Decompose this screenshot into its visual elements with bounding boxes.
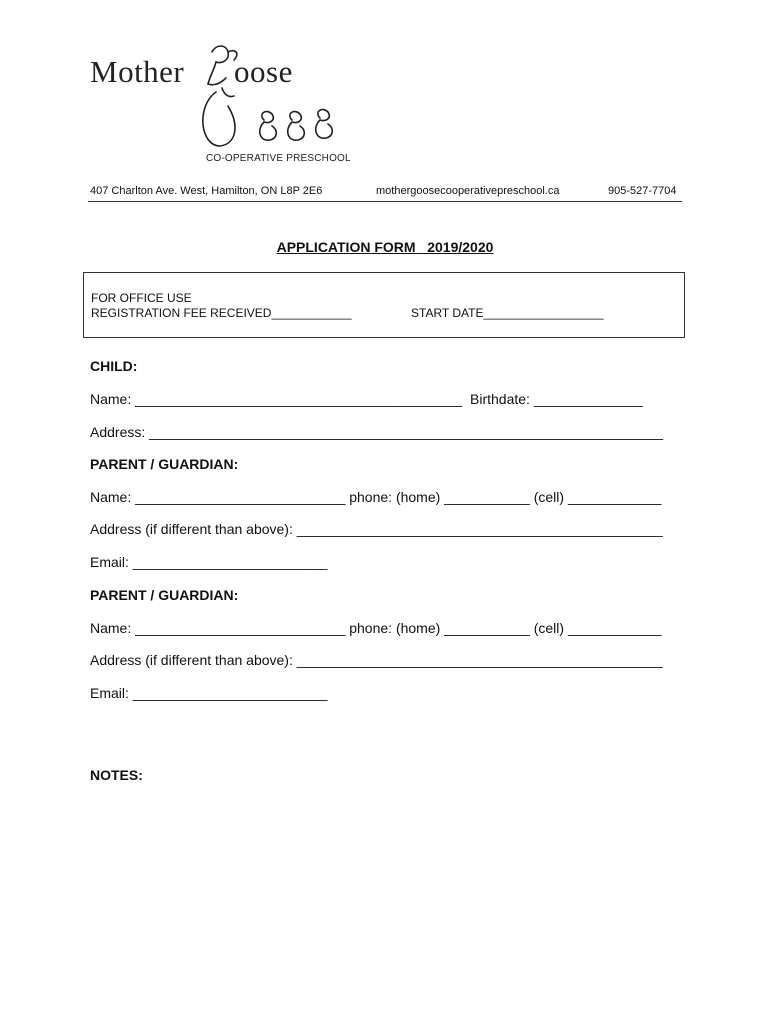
guardian2-name-phone-field[interactable]: Name: ___________________________ phone: (home) ___________ (cell) ____________: [90, 620, 662, 636]
guardian1-name-phone-field[interactable]: Name: ___________________________ phone: (home) ___________ (cell) ____________: [90, 489, 662, 505]
logo-subtitle: CO-OPERATIVE PRESCHOOL: [206, 153, 351, 164]
office-use-heading: FOR OFFICE USE: [91, 291, 192, 305]
header-divider: [88, 201, 682, 202]
guardian2-heading: PARENT / GUARDIAN:: [90, 587, 239, 603]
guardian2-address-field[interactable]: Address (if different than above): _______________________________________________: [90, 652, 663, 668]
goose-icon: [88, 40, 348, 168]
logo-name-right: oose: [234, 54, 293, 89]
notes-heading: NOTES:: [90, 767, 143, 783]
contact-phone: 905-527-7704: [608, 185, 677, 197]
form-title: APPLICATION FORM 2019/2020: [276, 239, 494, 255]
logo-name-left: Mother: [90, 54, 185, 89]
notes-area[interactable]: [88, 790, 682, 990]
school-logo: [88, 40, 351, 168]
child-heading: CHILD:: [90, 358, 138, 374]
child-name-field[interactable]: Name: __________________________________________: [90, 391, 463, 407]
guardian1-address-field[interactable]: Address (if different than above): _______________________________________________: [90, 521, 663, 537]
registration-fee-field[interactable]: REGISTRATION FEE RECEIVED____________: [91, 306, 352, 320]
guardian1-heading: PARENT / GUARDIAN:: [90, 456, 239, 472]
office-use-box: [83, 272, 685, 338]
start-date-field[interactable]: START DATE__________________: [411, 306, 604, 320]
child-birthdate-field[interactable]: Birthdate: ______________: [470, 391, 643, 407]
child-address-field[interactable]: Address: __________________________________________________________________: [90, 424, 664, 440]
contact-address: 407 Charlton Ave. West, Hamilton, ON L8P 2E6: [90, 185, 323, 197]
guardian2-email-field[interactable]: Email: _________________________: [90, 685, 328, 701]
guardian1-email-field[interactable]: Email: _________________________: [90, 554, 328, 570]
contact-website[interactable]: mothergoosecooperativepreschool.ca: [376, 185, 560, 197]
